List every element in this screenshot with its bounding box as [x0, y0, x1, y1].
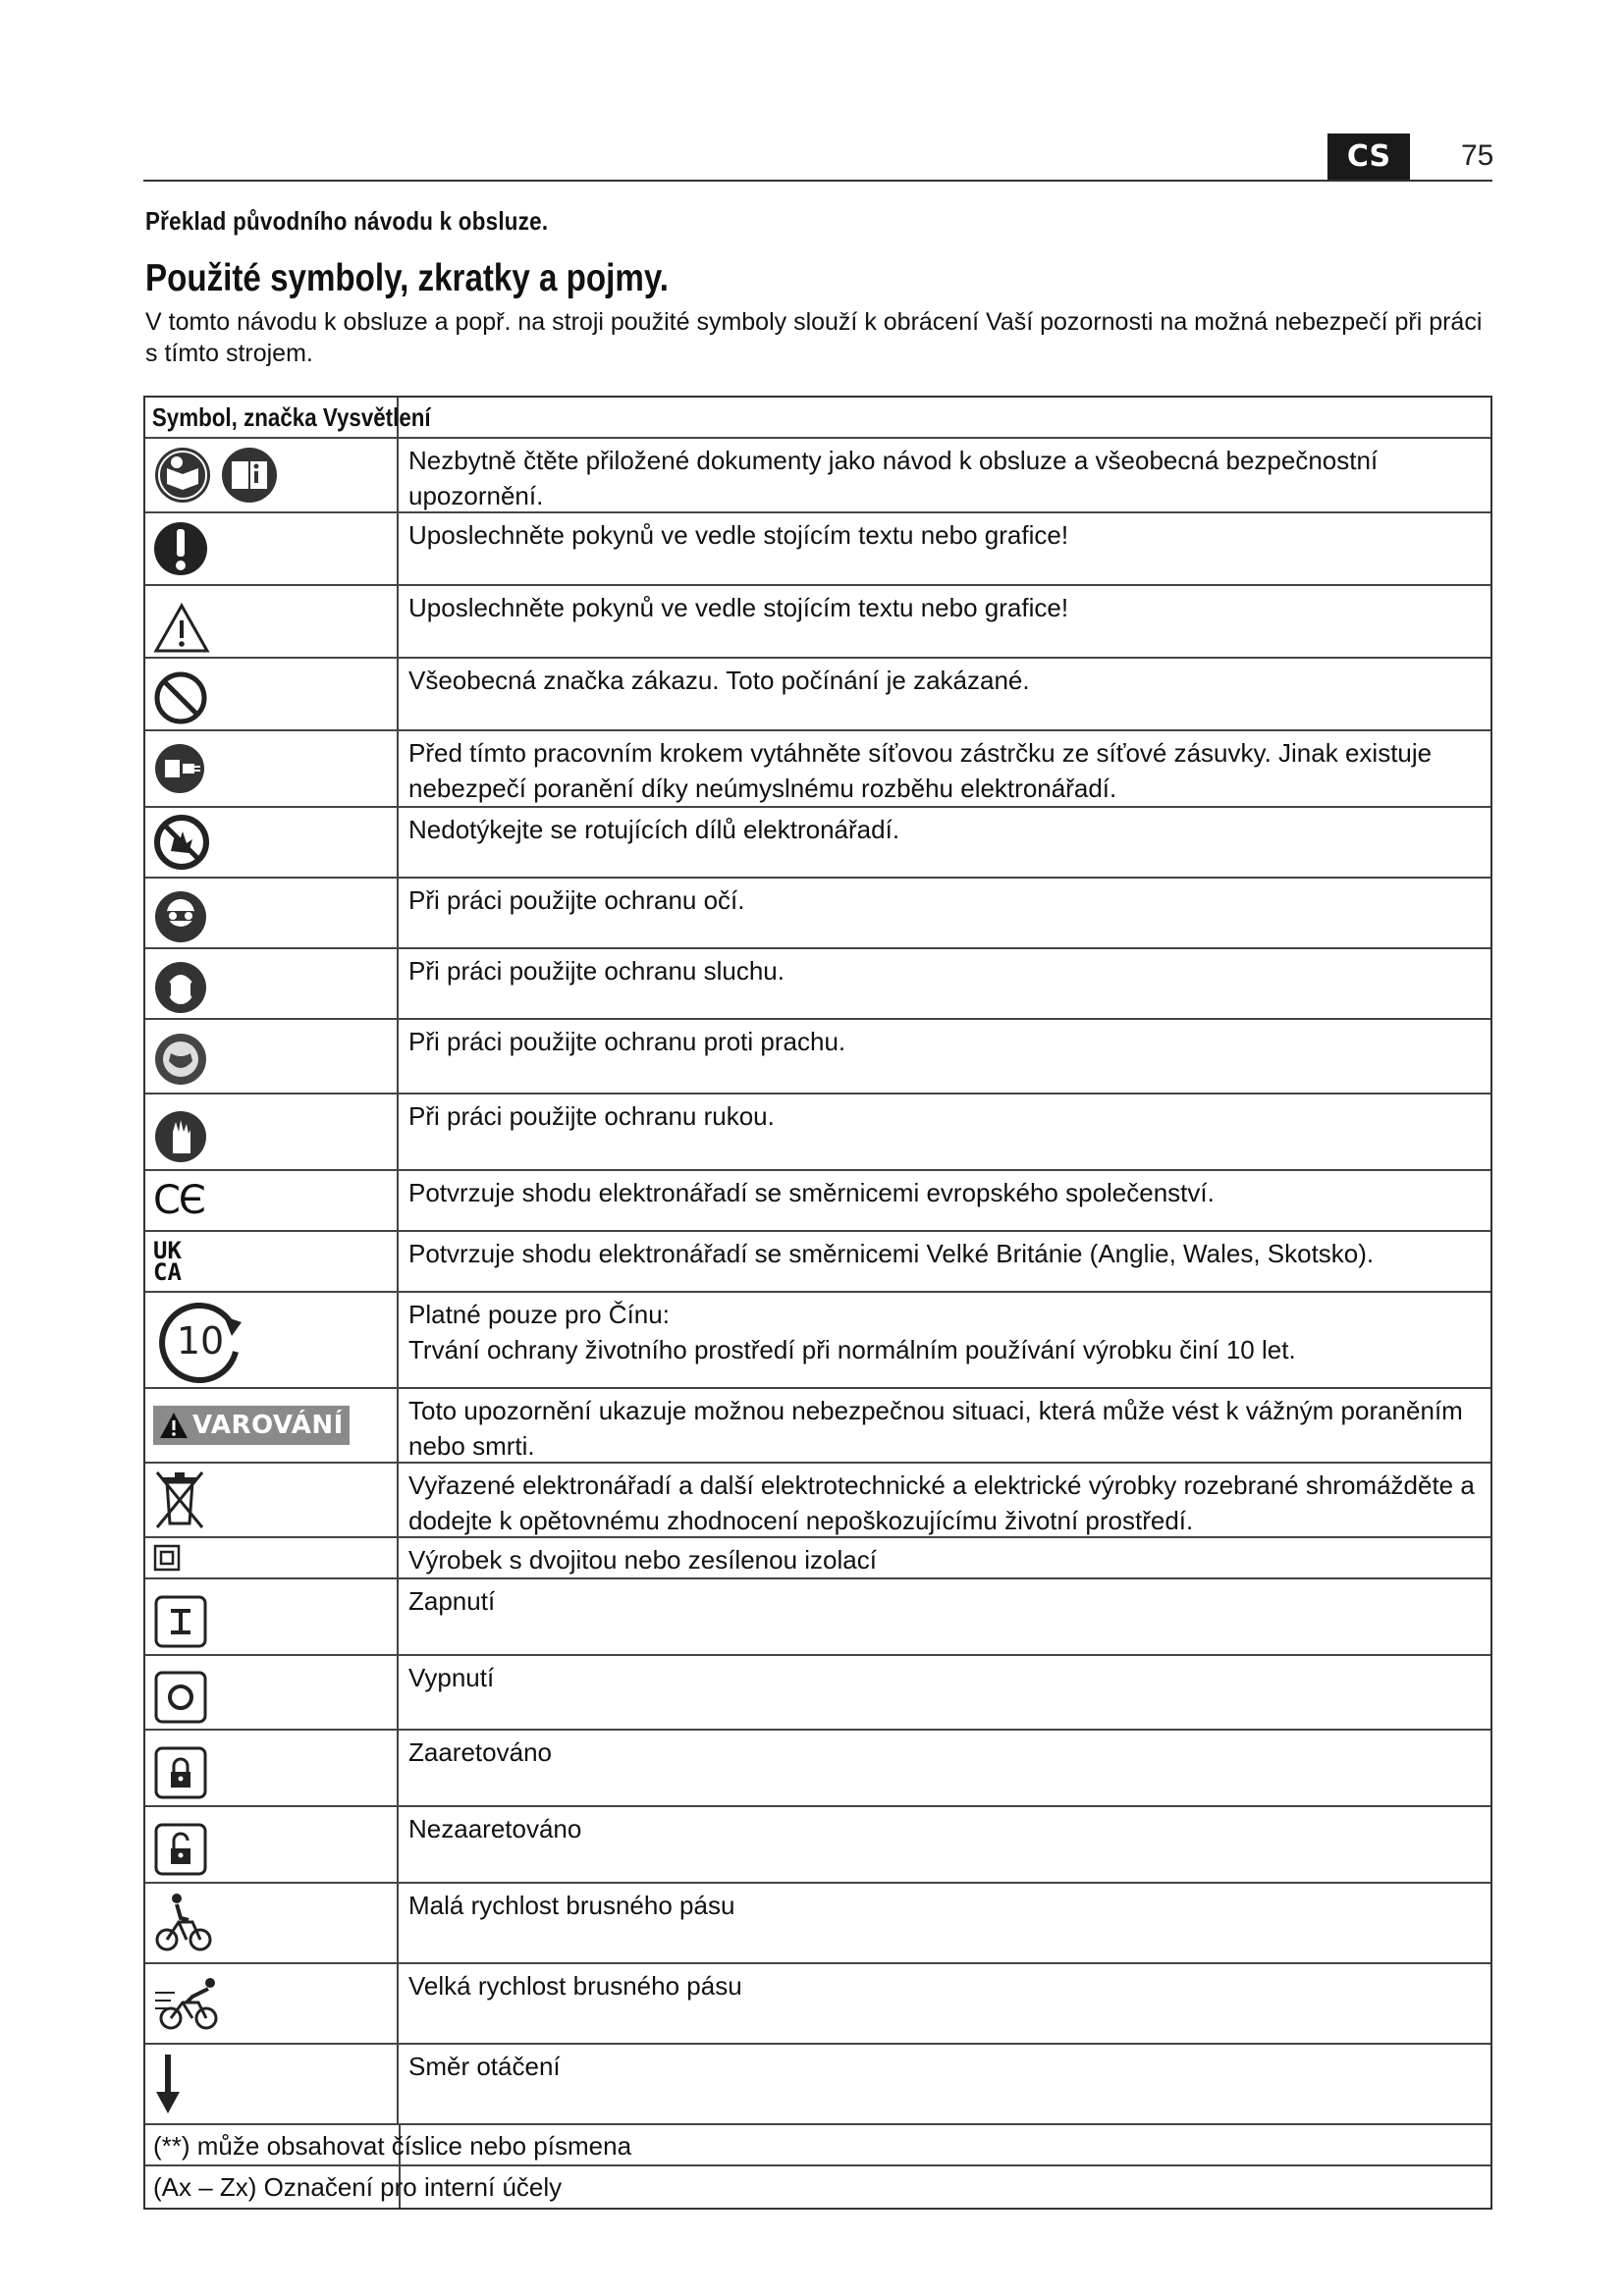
symbol-cell	[145, 1171, 399, 1230]
table-row	[145, 949, 1490, 1020]
explanation-cell: Při práci použijte ochranu očí.	[408, 885, 745, 915]
explanation-cell: Před tímto pracovním krokem vytáhněte síťovou zástrčku ze síťové zásuvky. Jinak existuje nebezpečí poranění díky neúmyslnému rozběhu elektronářadí.	[408, 738, 1433, 803]
explanation-cell: Potvrzuje shodu elektronářadí se směrnicemi Velké Británie (Anglie, Wales, Skotsko).	[408, 1239, 1375, 1268]
explanation-line: Trvání ochrany životního prostředí při normálním používání výrobku činí 10 let.	[408, 1335, 1296, 1364]
symbol-cell	[145, 1538, 399, 1577]
symbol-cell	[145, 1095, 399, 1169]
china-10-years-icon	[153, 1295, 247, 1385]
explanation-cell: Výrobek s dvojitou nebo zesílenou izolací	[408, 1545, 877, 1575]
table-row	[145, 1020, 1490, 1095]
symbol-cell	[145, 2045, 399, 2123]
page-title: Použité symboly, zkratky a pojmy.	[145, 257, 670, 299]
symbol-cell	[145, 808, 399, 877]
table-row	[145, 1232, 1490, 1293]
ear-protection-icon	[153, 960, 208, 1015]
header-rule	[143, 180, 1492, 182]
read-manual-icon	[153, 445, 285, 506]
symbol-cell	[145, 949, 399, 1018]
explanation-cell: Malá rychlost brusného pásu	[408, 1891, 735, 1920]
table-row	[145, 1095, 1490, 1171]
switch-off-icon	[153, 1670, 208, 1725]
table-row	[145, 439, 1490, 513]
header-cell-explanation	[399, 398, 1490, 437]
table-row	[145, 1884, 1490, 1964]
no-touch-icon	[153, 814, 210, 871]
explanation-cell: Nezaaretováno	[408, 1814, 582, 1843]
table-row	[145, 731, 1490, 808]
symbol-cell	[145, 439, 399, 511]
explanation-cell: Uposlechněte pokynů ve vedle stojícím textu nebo grafice!	[408, 520, 1069, 550]
locked-icon	[153, 1745, 208, 1800]
warning-label	[153, 1406, 350, 1445]
fast-cyclist-icon	[153, 1975, 224, 2032]
symbol-cell	[145, 1884, 399, 1962]
explanation-cell: Při práci použijte ochranu sluchu.	[408, 956, 785, 986]
symbol-cell	[145, 1731, 399, 1805]
symbol-cell	[145, 1293, 399, 1387]
explanation-cell	[399, 1293, 1490, 1387]
explanation-cell: Nezbytně čtěte přiložené dokumenty jako návod k obsluze a všeobecná bezpečnostní upozornění.	[408, 446, 1379, 510]
footnote-text: (Ax – Zx) Označení pro interní účely	[153, 2172, 563, 2202]
symbol-cell	[145, 1964, 399, 2043]
symbols-table	[143, 396, 1492, 2210]
explanation-cell: Zapnutí	[408, 1586, 496, 1616]
weee-bin-icon	[153, 1468, 206, 1531]
explanation-cell: Všeobecná značka zákazu. Toto počínání je zakázané.	[408, 666, 1030, 695]
unplug-icon	[153, 742, 206, 795]
table-row	[145, 1171, 1490, 1232]
table-row	[145, 659, 1490, 731]
arrow-down-icon	[153, 2053, 183, 2115]
exclamation-icon	[153, 519, 208, 578]
table-row	[145, 2045, 1490, 2125]
symbol-cell	[145, 659, 399, 729]
explanation-cell: Směr otáčení	[408, 2052, 561, 2081]
prohibition-icon	[153, 670, 208, 725]
eye-protection-icon	[153, 889, 208, 944]
gloves-icon	[153, 1108, 208, 1165]
table-row	[145, 513, 1490, 586]
explanation-cell: Vypnutí	[408, 1663, 495, 1692]
table-row	[145, 879, 1490, 949]
language-badge: CS	[1327, 133, 1410, 180]
symbol-cell	[145, 1579, 399, 1654]
footnote-text: (**) může obsahovat číslice nebo písmena	[153, 2131, 632, 2161]
page-number: 75	[1461, 139, 1494, 172]
table-row	[145, 1293, 1490, 1389]
table-row	[145, 1731, 1490, 1807]
table-row	[145, 586, 1490, 659]
table-row	[145, 1579, 1490, 1656]
document-subtitle: Překlad původního návodu k obsluze.	[145, 206, 549, 236]
dust-mask-icon	[153, 1032, 208, 1087]
warning-triangle-icon	[159, 1412, 189, 1439]
explanation-cell: Nedotýkejte se rotujících dílů elektronářadí.	[408, 815, 900, 844]
table-footnote-row	[145, 2125, 1490, 2166]
table-row	[145, 808, 1490, 879]
table-row	[145, 1656, 1490, 1731]
ce-mark-icon: CЄ	[153, 1178, 204, 1223]
table-header-row	[145, 398, 1490, 439]
warning-triangle-icon	[153, 603, 210, 654]
symbol-cell	[145, 1020, 399, 1093]
ukca-mark-icon: UK CA	[153, 1237, 182, 1286]
symbol-cell	[145, 1232, 399, 1291]
explanation-cell: Zaaretováno	[408, 1737, 552, 1767]
table-footnote-row	[145, 2166, 1490, 2208]
table-row	[145, 1807, 1490, 1884]
explanation-cell: Toto upozornění ukazuje možnou nebezpečnou situaci, která může vést k vážným poraněním nebo smrti.	[408, 1396, 1463, 1461]
table-header-text: Symbol, značka Vysvětlení	[151, 401, 431, 432]
explanation-cell: Vyřazené elektronářadí a další elektrotechnické a elektrické výrobky rozebrané shromážděte a dodejte k opětovnému zhodnocení nepoškozujícímu životní prostředí.	[408, 1470, 1475, 1535]
symbol-cell	[145, 586, 399, 657]
symbol-cell	[145, 1389, 399, 1462]
symbol-cell	[145, 1656, 399, 1729]
table-row	[145, 1964, 1490, 2045]
symbol-cell	[145, 879, 399, 947]
china-badge-number: 10	[176, 1319, 225, 1362]
explanation-cell: Při práci použijte ochranu proti prachu.	[408, 1027, 846, 1056]
symbol-cell	[145, 731, 399, 806]
explanation-cell: Uposlechněte pokynů ve vedle stojícím textu nebo grafice!	[408, 593, 1069, 622]
explanation-cell: Potvrzuje shodu elektronářadí se směrnicemi evropského společenství.	[408, 1178, 1215, 1207]
switch-on-icon	[153, 1594, 208, 1649]
table-row	[145, 1464, 1490, 1538]
symbol-cell	[145, 1464, 399, 1536]
warning-label-text: VAROVÁNÍ	[192, 1411, 344, 1440]
explanation-line: Platné pouze pro Čínu:	[408, 1300, 670, 1329]
double-insulation-icon	[153, 1544, 181, 1572]
symbol-cell	[145, 1807, 399, 1882]
table-row	[145, 1538, 1490, 1579]
intro-paragraph: V tomto návodu k obsluze a popř. na stroji použité symboly slouží k obrácení Vaší pozornosti na možná nebezpečí při práci s tímto strojem.	[145, 308, 1483, 367]
slow-cyclist-icon	[153, 1891, 214, 1955]
explanation-cell: Velká rychlost brusného pásu	[408, 1971, 742, 2001]
table-row	[145, 1389, 1490, 1464]
explanation-cell: Při práci použijte ochranu rukou.	[408, 1101, 775, 1131]
symbol-cell	[145, 513, 399, 584]
unlocked-icon	[153, 1822, 208, 1877]
